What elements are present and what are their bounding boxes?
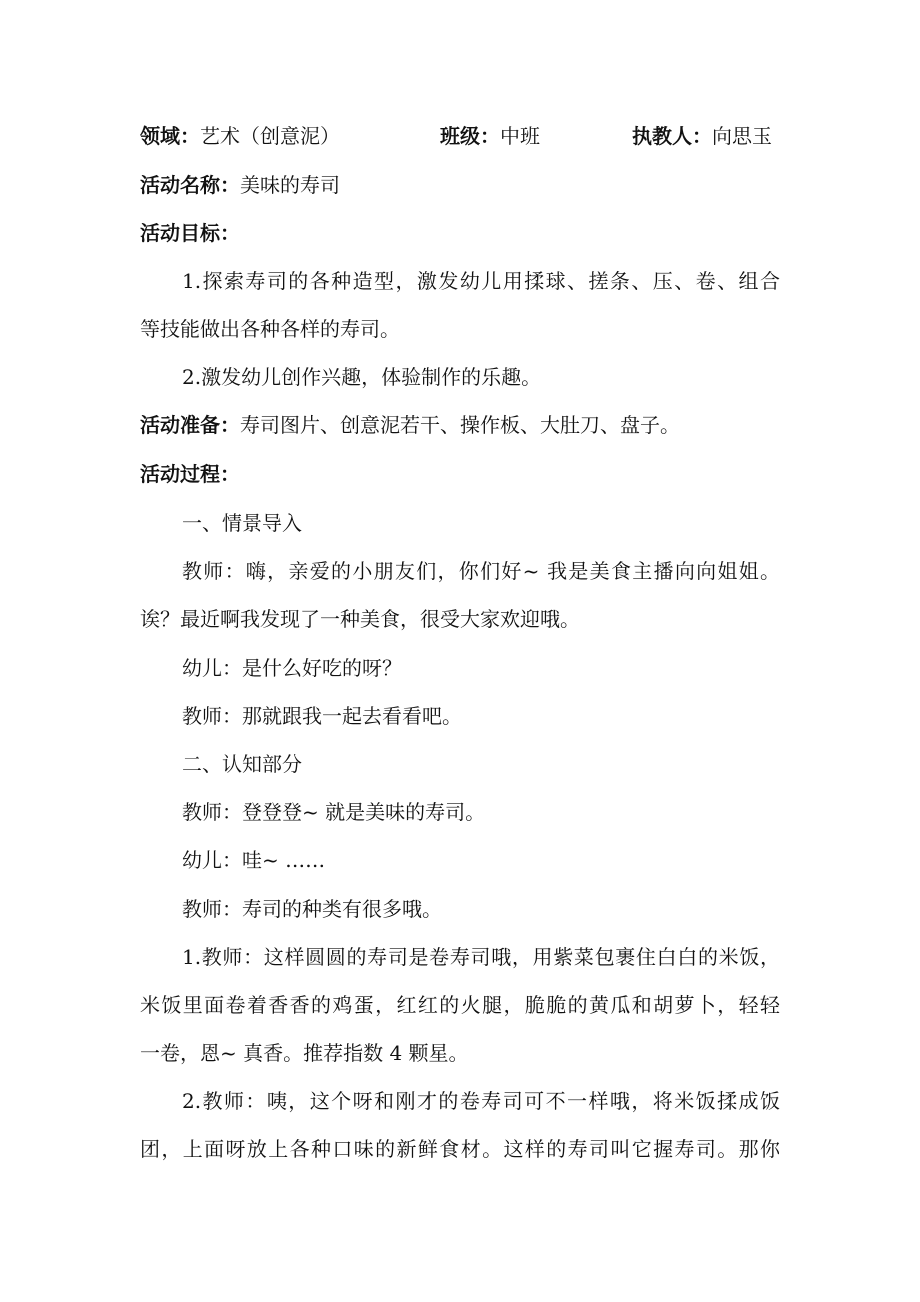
- goals-heading: 活动目标：: [140, 221, 240, 245]
- goal-2: 2.激发幼儿创作兴趣，体验制作的乐趣。: [182, 365, 542, 389]
- paragraph-4: 教师：登登登~ 就是美味的寿司。: [182, 800, 486, 824]
- section-2-heading: 二、认知部分: [182, 752, 302, 776]
- paragraph-1-line-2: 诶？最近啊我发现了一种美食，很受大家欢迎哦。: [140, 607, 580, 631]
- paragraph-7-line-3: 一卷，恩~ 真香。推荐指数 4 颗星。: [140, 1041, 469, 1065]
- paragraph-8-line-1: 2.教师：咦，这个呀和刚才的卷寿司可不一样哦，将米饭揉成饭: [182, 1089, 780, 1113]
- preparation: [140, 411, 680, 439]
- paragraph-1-line-1: 教师：嗨，亲爱的小朋友们，你们好~ 我是美食主播向向姐姐。: [182, 559, 780, 583]
- section-1-heading: 一、情景导入: [182, 511, 302, 535]
- paragraph-7-line-2: 米饭里面卷着香香的鸡蛋，红红的火腿，脆脆的黄瓜和胡萝卜，轻轻: [140, 993, 780, 1017]
- paragraph-5: 幼儿：哇~ ……: [182, 848, 326, 872]
- preparation-value: 寿司图片、创意泥若干、操作板、大肚刀、盘子。: [240, 413, 680, 437]
- process-heading: 活动过程：: [140, 462, 240, 486]
- preparation-label: 活动准备：: [140, 413, 240, 437]
- goal-1-line-1: 1.探索寿司的各种造型，激发幼儿用揉球、搓条、压、卷、组合: [182, 269, 780, 293]
- domain-value: 艺术（创意泥）: [200, 124, 340, 148]
- goal-1-line-2: 等技能做出各种各样的寿司。: [140, 317, 400, 341]
- teacher-field: [632, 122, 772, 150]
- teacher-value: 向思玉: [712, 124, 772, 148]
- paragraph-7-line-1: 1.教师：这样圆圆的寿司是卷寿司哦，用紫菜包裹住白白的米饭，: [182, 945, 780, 969]
- class-value: 中班: [500, 124, 540, 148]
- class-label: 班级：: [440, 124, 500, 148]
- paragraph-3: 教师：那就跟我一起去看看吧。: [182, 704, 462, 728]
- activity-name: [140, 171, 340, 199]
- paragraph-2: 幼儿：是什么好吃的呀？: [182, 656, 402, 680]
- activity-name-label: 活动名称：: [140, 173, 240, 197]
- teacher-label: 执教人：: [632, 124, 712, 148]
- class-field: [440, 122, 540, 150]
- header-row: [140, 122, 340, 150]
- activity-name-value: 美味的寿司: [240, 173, 340, 197]
- domain-label: 领域：: [140, 124, 200, 148]
- paragraph-8-line-2: 团，上面呀放上各种口味的新鲜食材。这样的寿司叫它握寿司。那你: [140, 1137, 780, 1161]
- paragraph-6: 教师：寿司的种类有很多哦。: [182, 897, 442, 921]
